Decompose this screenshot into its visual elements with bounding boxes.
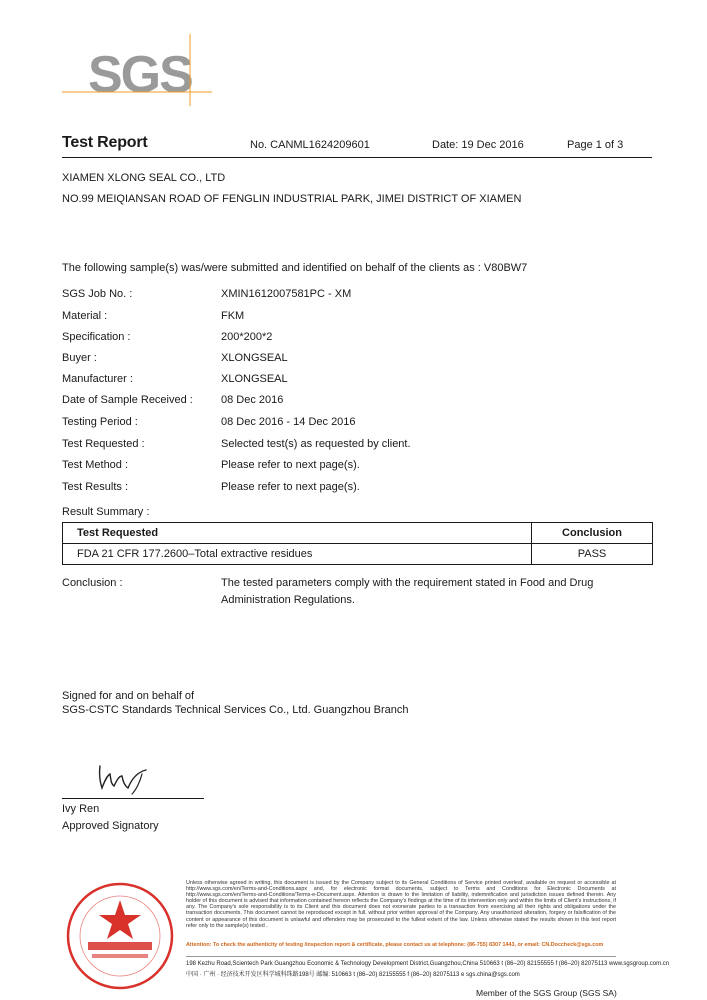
- inspection-seal-stamp: [62, 878, 178, 994]
- member-of-sgs: Member of the SGS Group (SGS SA): [476, 988, 617, 998]
- field-label: Specification :: [62, 331, 131, 343]
- report-title: Test Report: [62, 134, 148, 151]
- field-value: XMIN1612007581PC - XM: [221, 288, 352, 300]
- field-value: Please refer to next page(s).: [221, 481, 360, 493]
- field-value: Selected test(s) as requested by client.: [221, 438, 411, 450]
- header-rule: [62, 157, 652, 158]
- conclusion-text-line2: Administration Regulations.: [221, 594, 355, 606]
- report-date: Date: 19 Dec 2016: [432, 139, 524, 151]
- conclusion-label: Conclusion :: [62, 577, 123, 589]
- field-label: SGS Job No. :: [62, 288, 133, 300]
- field-value: 08 Dec 2016 - 14 Dec 2016: [221, 416, 356, 428]
- footer-disclaimer: Unless otherwise agreed in writing, this document is issued by the Company subject to its General Conditions of Service printed overleaf, available on request or accessible at http://www.sgs.com/en/Terms-and-Conditions.aspx and, for electronic format documents, subject to Terms and Conditions for Electronic Documents at http://www.sgs.com/en/Terms-and-Conditions/Terms-e-Document.aspx. Attention is drawn to the limitation of liability, indemnification and jurisdiction issues defined therein. Any holder of this document is advised that information contained hereon reflects the Company's findings at the time of its intervention only and within the limits of Client's instructions, if any. The Company's sole responsibility is to its Client and this document does not exonerate parties to a transaction from exercising all their rights and obligations under the transaction documents. This document cannot be reproduced except in full, without prior written approval of the Company. Any unauthorized alteration, forgery or falsification of the content or appearance of this document is unlawful and offenders may be prosecuted to the fullest extent of the law. Unless otherwise stated the results shown in this test report refer only to the sample(s) tested .: [186, 880, 616, 929]
- result-summary-table: [62, 522, 653, 565]
- field-value: XLONGSEAL: [221, 373, 288, 385]
- field-label: Test Results :: [62, 481, 129, 493]
- client-address: NO.99 MEIQIANSAN ROAD OF FENGLIN INDUSTRIAL PARK, JIMEI DISTRICT OF XIAMEN: [62, 193, 522, 205]
- intro-text: The following sample(s) was/were submitted and identified on behalf of the clients as : V80BW7: [62, 262, 528, 274]
- table-row: [63, 544, 653, 565]
- signed-line2: SGS-CSTC Standards Technical Services Co., Ltd. Guangzhou Branch: [62, 704, 409, 716]
- conclusion-cell: PASS: [532, 544, 653, 565]
- footer-attention: Attention: To check the authenticity of testing /inspection report & certificate, please contact us at telephone: (86-755) 8307 1443, or email: CN.Doccheck@sgs.com: [186, 942, 604, 948]
- column-header-conclusion: Conclusion: [532, 523, 653, 544]
- field-label: Testing Period :: [62, 416, 138, 428]
- field-value: Please refer to next page(s).: [221, 459, 360, 471]
- field-label: Test Method :: [62, 459, 129, 471]
- footer-address-cn: 中国 · 广州 · 经济技术开发区科学城科珠路198号 邮编: 510663 t (86–20) 82155555 f (86–20) 82075113 e sgs.china@sgs.com: [186, 972, 520, 978]
- test-requested-cell: FDA 21 CFR 177.2600–Total extractive residues: [63, 544, 532, 565]
- signed-line1: Signed for and on behalf of: [62, 690, 195, 702]
- sgs-logo: [62, 34, 212, 106]
- table-header-row: [63, 523, 653, 544]
- field-label: Date of Sample Received :: [62, 394, 193, 406]
- field-label: Test Requested :: [62, 438, 145, 450]
- field-value: XLONGSEAL: [221, 352, 288, 364]
- footer-address-en: 198 Kezhu Road,Scientech Park Guangzhou Economic & Technology Development District,Guangzhou,China 510663 t (86–20) 82155555 f (86–20) 82075113 www.sgsgroup.com.cn: [186, 961, 670, 967]
- field-value: 08 Dec 2016: [221, 394, 284, 406]
- signatory-name: Ivy Ren: [62, 803, 100, 815]
- handwritten-signature: [92, 760, 152, 796]
- field-label: Buyer :: [62, 352, 97, 364]
- result-summary-heading: Result Summary :: [62, 506, 150, 518]
- page-number: Page 1 of 3: [567, 139, 624, 151]
- conclusion-text-line1: The tested parameters comply with the requirement stated in Food and Drug: [221, 577, 594, 589]
- svg-text:SGS: SGS: [88, 46, 192, 104]
- field-label: Material :: [62, 310, 108, 322]
- signature-line: [62, 798, 204, 799]
- field-value: FKM: [221, 310, 245, 322]
- field-value: 200*200*2: [221, 331, 273, 343]
- client-name: XIAMEN XLONG SEAL CO., LTD: [62, 172, 226, 184]
- footer-rule: [186, 956, 616, 957]
- column-header-test: Test Requested: [63, 523, 532, 544]
- signatory-title: Approved Signatory: [62, 820, 159, 832]
- report-number: No. CANML1624209601: [250, 139, 370, 151]
- field-label: Manufacturer :: [62, 373, 133, 385]
